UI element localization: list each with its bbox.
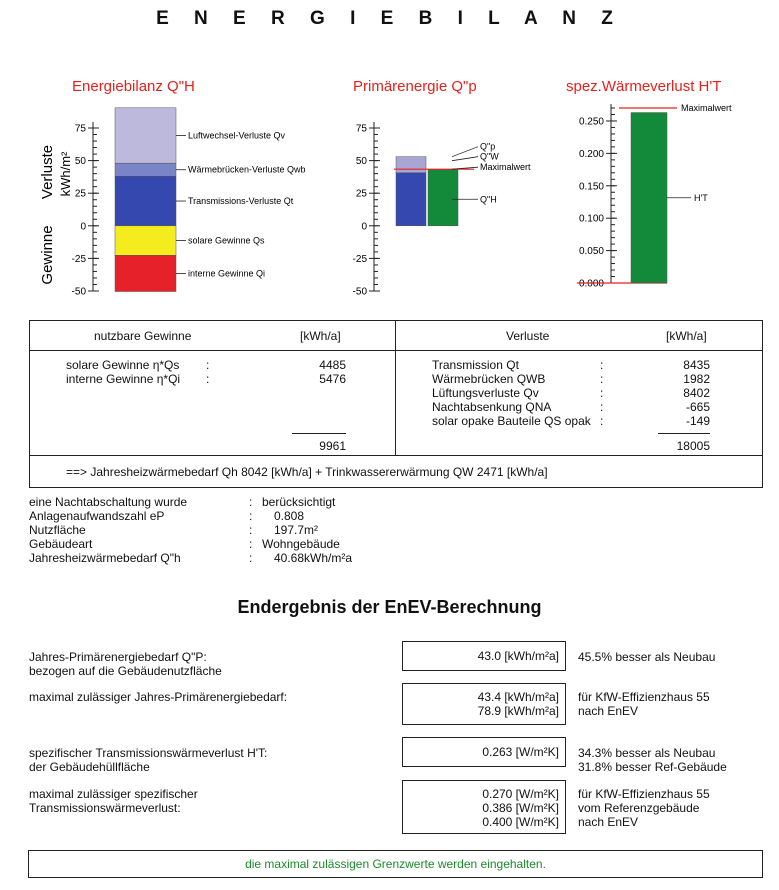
segment-label: solare Gewinne Qs: [188, 235, 265, 246]
stack-segment: [115, 163, 176, 176]
result-value: 0.386 [W/m²K]: [482, 801, 559, 815]
bar-qw: [396, 157, 426, 173]
gewinne-unit-header: [kWh/a]: [300, 329, 341, 343]
verluste-sum: 18005: [676, 439, 710, 453]
bar-label: Q"p: [480, 141, 496, 152]
info-colon: :: [249, 495, 253, 509]
info-colon: :: [249, 523, 253, 537]
y-tick-label: 0: [80, 221, 86, 233]
info-colon: :: [249, 537, 253, 551]
ylabel-gewinne: Gewinne: [39, 225, 56, 285]
y-tick-label: 0.050: [578, 246, 604, 258]
result-value: 43.4 [kWh/m²a]: [477, 690, 559, 704]
y-tick-label: 0.200: [578, 148, 604, 160]
info-label: eine Nachtabschaltung wurde: [29, 495, 188, 509]
info-colon: :: [249, 551, 253, 565]
chart-waermeverlust: [555, 98, 779, 300]
verluste-unit-header: [kWh/a]: [666, 329, 707, 343]
bilanz-summary: ==> Jahresheizwärmebedarf Qh 8042 [kWh/a] + Trinkwassererwärmung QW 2471 [kWh/a]: [66, 465, 548, 479]
verluste-opak-value: -149: [685, 414, 710, 428]
result-note: nach EnEV: [578, 704, 639, 718]
maximalwert-label: Maximalwert: [681, 103, 732, 113]
result-value: 78.9 [kWh/m²a]: [477, 704, 559, 718]
bar-ht: [631, 113, 667, 283]
y-tick-label: 50: [355, 156, 367, 168]
y-tick-label: 75: [74, 123, 86, 135]
y-tick-label: 0.250: [578, 116, 604, 128]
info-value: 0.808: [274, 509, 305, 523]
result-note: 34.3% besser als Neubau: [578, 746, 716, 760]
result-note: für KfW-Effizienzhaus 55: [578, 690, 710, 704]
result-value: 0.263 [W/m²K]: [482, 745, 559, 759]
energy-balance-table: [29, 320, 763, 488]
verluste-nachtabsenkung-label: Nachtabsenkung QNA: [432, 400, 552, 414]
page-title: E N E R G I E B I L A N Z: [156, 8, 623, 29]
info-label: Jahresheizwärmebedarf Q"h: [29, 551, 181, 565]
chart-energiebilanz: [30, 98, 330, 300]
bar-label: H'T: [694, 192, 708, 203]
bar-label: Maximalwert: [480, 162, 531, 173]
ylabel-unit: kWh/m²: [58, 151, 73, 197]
chart-title-waermeverlust: spez.Wärmeverlust H'T: [566, 78, 722, 95]
gewinne-solar-label: solare Gewinne η*Qs: [66, 358, 180, 372]
verluste-nachtabsenkung-colon: :: [600, 400, 604, 414]
y-tick-label: -25: [71, 253, 86, 265]
verluste-transmission-label: Transmission Qt: [432, 358, 519, 372]
verluste-waermebruecken-colon: :: [600, 372, 604, 386]
result-value-box: [402, 683, 566, 725]
info-value: 197.7m²: [274, 523, 319, 537]
result-note: vom Referenzgebäude: [578, 801, 700, 815]
info-value: Wohngebäude: [262, 537, 340, 551]
result-footer: die maximal zulässigen Grenzwerte werden eingehalten.: [28, 850, 763, 878]
chart-title-primaerenergie: Primärenergie Q"p: [353, 78, 477, 95]
chart-primaerenergie: [330, 98, 550, 300]
stack-segment: [115, 176, 176, 226]
y-tick-label: 0: [361, 221, 367, 233]
gewinne-intern-value: 5476: [319, 372, 346, 386]
segment-label: Wärmebrücken-Verluste Qwb: [188, 164, 306, 175]
verluste-lueftung-value: 8402: [683, 386, 710, 400]
verluste-transmission-colon: :: [600, 358, 604, 372]
y-tick-label: 25: [74, 188, 86, 200]
info-value: 40.68kWh/m²a: [274, 551, 353, 565]
verluste-waermebruecken-label: Wärmebrücken QWB: [432, 372, 546, 386]
result-note: 45.5% besser als Neubau: [578, 650, 716, 664]
y-tick-label: 0.150: [578, 181, 604, 193]
ylabel-verluste: Verluste: [39, 144, 56, 200]
gewinne-solar-colon: :: [206, 358, 210, 372]
segment-label: interne Gewinne Qi: [188, 268, 266, 279]
result-heading: Endergebnis der EnEV-Berechnung: [237, 597, 542, 617]
stack-segment: [115, 226, 176, 256]
verluste-nachtabsenkung-value: -665: [685, 400, 710, 414]
result-label: der Gebäudehüllfläche: [29, 760, 150, 774]
result-note: 31.8% besser Ref-Gebäude: [578, 760, 727, 774]
bar-label: Q"W: [480, 151, 499, 162]
y-tick-label: -50: [352, 286, 367, 298]
y-tick-label: -50: [71, 286, 86, 298]
y-tick-label: 0.000: [578, 278, 604, 290]
result-value: 0.400 [W/m²K]: [482, 815, 559, 829]
result-value-box: [402, 737, 566, 767]
gewinne-intern-label: interne Gewinne η*Qi: [66, 372, 181, 386]
result-value: 0.270 [W/m²K]: [482, 787, 559, 801]
result-label: Jahres-Primärenergiebedarf Q"P:: [29, 650, 207, 664]
verluste-waermebruecken-value: 1982: [683, 372, 710, 386]
gewinne-header: nutzbare Gewinne: [94, 329, 192, 343]
result-note: für KfW-Effizienzhaus 55: [578, 787, 710, 801]
bar-qh: [396, 173, 426, 226]
bar-label: Q"H: [480, 194, 497, 205]
info-label: Gebäudeart: [29, 537, 93, 551]
y-tick-label: 75: [355, 123, 367, 135]
leader-line: [452, 147, 478, 157]
verluste-opak-label: solar opake Bauteile QS opak: [432, 414, 591, 428]
result-value-box: [402, 780, 566, 834]
gewinne-solar-value: 4485: [319, 358, 346, 372]
verluste-transmission-value: 8435: [683, 358, 710, 372]
result-label: bezogen auf die Gebäudenutzfläche: [29, 664, 222, 678]
verluste-lueftung-colon: :: [600, 386, 604, 400]
chart-title-energiebilanz: Energiebilanz Q"H: [72, 78, 195, 95]
y-tick-label: -25: [352, 253, 367, 265]
result-label: maximal zulässiger Jahres-Primärenergiebedarf:: [29, 690, 288, 704]
segment-label: Transmissions-Verluste Qt: [188, 196, 294, 207]
info-value: berücksichtigt: [262, 495, 336, 509]
result-value-box: [402, 641, 566, 671]
gewinne-sum: 9961: [319, 439, 346, 453]
result-note: nach EnEV: [578, 815, 639, 829]
stack-segment: [115, 255, 176, 291]
segment-label: Luftwechsel-Verluste Qv: [188, 130, 286, 141]
info-colon: :: [249, 509, 253, 523]
stack-segment: [115, 108, 176, 163]
verluste-opak-colon: :: [600, 414, 604, 428]
verluste-header: Verluste: [506, 329, 550, 343]
y-tick-label: 25: [355, 188, 367, 200]
result-value: 43.0 [kWh/m²a]: [477, 649, 559, 663]
info-label: Anlagenaufwandszahl eP: [29, 509, 165, 523]
info-label: Nutzfläche: [29, 523, 86, 537]
result-label: maximal zulässiger spezifischer: [29, 787, 198, 801]
result-label: spezifischer Transmissionswärmeverlust H'T:: [29, 746, 268, 760]
result-label: Transmissionswärmeverlust:: [29, 801, 181, 815]
y-tick-label: 0.100: [578, 213, 604, 225]
verluste-lueftung-label: Lüftungsverluste Qv: [432, 386, 539, 400]
leader-line: [452, 157, 478, 161]
y-tick-label: 50: [74, 156, 86, 168]
bar-qp: [428, 170, 458, 226]
gewinne-intern-colon: :: [206, 372, 210, 386]
